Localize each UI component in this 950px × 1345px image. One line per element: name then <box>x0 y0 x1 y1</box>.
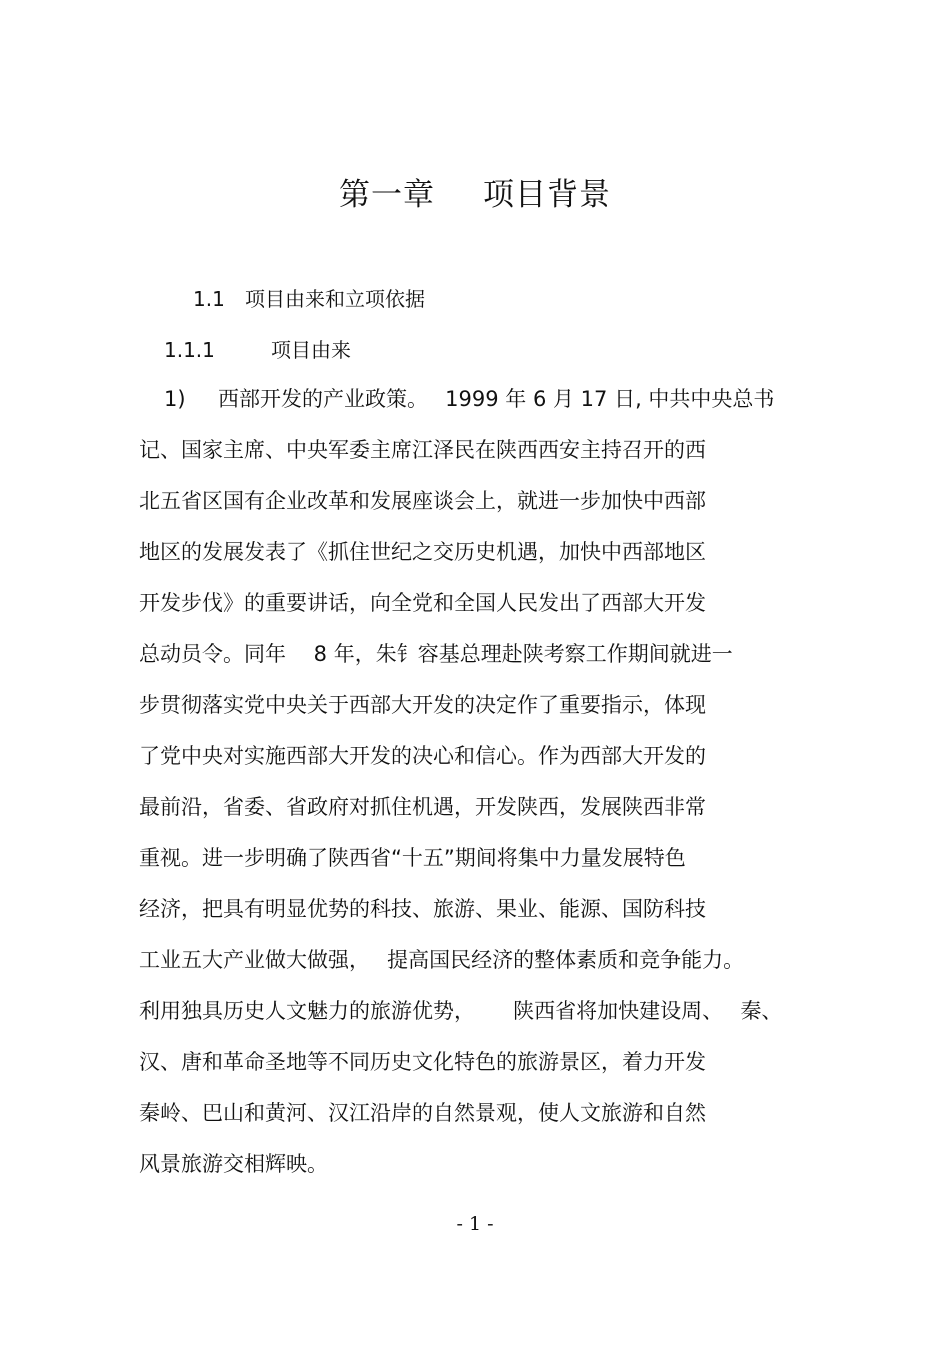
paragraph-line: 步贯彻落实党中央关于西部大开发的决定作了重要指示，体现 <box>139 693 706 717</box>
section-heading <box>193 284 425 314</box>
paragraph-line: 开发步伐》的重要讲话，向全党和全国人民发出了西部大开发 <box>139 591 706 615</box>
paragraph-line: 利用独具历史人文魅力的旅游优势， 陕西省将加快建设周、 秦、 <box>139 999 783 1023</box>
paragraph-line: 秦岭、巴山和黄河、汉江沿岸的自然景观，使人文旅游和自然 <box>139 1101 706 1125</box>
paragraph-line: 记、国家主席、中央军委主席江泽民在陕西西安主持召开的西 <box>139 438 706 462</box>
chapter-name: 项目背景 <box>483 177 611 213</box>
paragraph-line: 最前沿，省委、省政府对抓住机遇，开发陕西，发展陕西非常 <box>139 795 706 819</box>
subsection-heading <box>164 335 351 365</box>
page-number: - 1 - <box>456 1213 494 1235</box>
paragraph-line: 经济，把具有明显优势的科技、旅游、果业、能源、国防科技 <box>139 897 706 921</box>
paragraph-line: 工业五大产业做大做强， 提高国民经济的整体素质和竞争能力。 <box>139 948 745 972</box>
chapter-label: 第一章 <box>339 177 435 213</box>
paragraph-line: 汉、唐和革命圣地等不同历史文化特色的旅游景区，着力开发 <box>139 1050 706 1074</box>
subsection-number: 1.1.1 <box>164 338 215 362</box>
paragraph-line: 总动员令。同年 8 年，朱钅容基总理赴陕考察工作期间就进一 <box>139 642 733 666</box>
subsection-title: 项目由来 <box>271 338 351 362</box>
paragraph-line: 风景旅游交相辉映。 <box>139 1152 328 1176</box>
list-marker: 1) <box>164 387 186 411</box>
paragraph-line: 北五省区国有企业改革和发展座谈会上，就进一步加快中西部 <box>139 489 706 513</box>
paragraph-text: 西部开发的产业政策。 1999 年 6 月 17 日, 中共中央总书 <box>218 387 775 411</box>
section-title: 项目由来和立项依据 <box>245 287 425 311</box>
chapter-title <box>0 172 950 218</box>
section-number: 1.1 <box>193 287 225 311</box>
paragraph-line <box>164 384 774 414</box>
paragraph-line: 地区的发展发表了《抓住世纪之交历史机遇，加快中西部地区 <box>139 540 706 564</box>
paragraph-line: 了党中央对实施西部大开发的决心和信心。作为西部大开发的 <box>139 744 706 768</box>
paragraph-line: 重视。进一步明确了陕西省“十五”期间将集中力量发展特色 <box>139 846 686 870</box>
